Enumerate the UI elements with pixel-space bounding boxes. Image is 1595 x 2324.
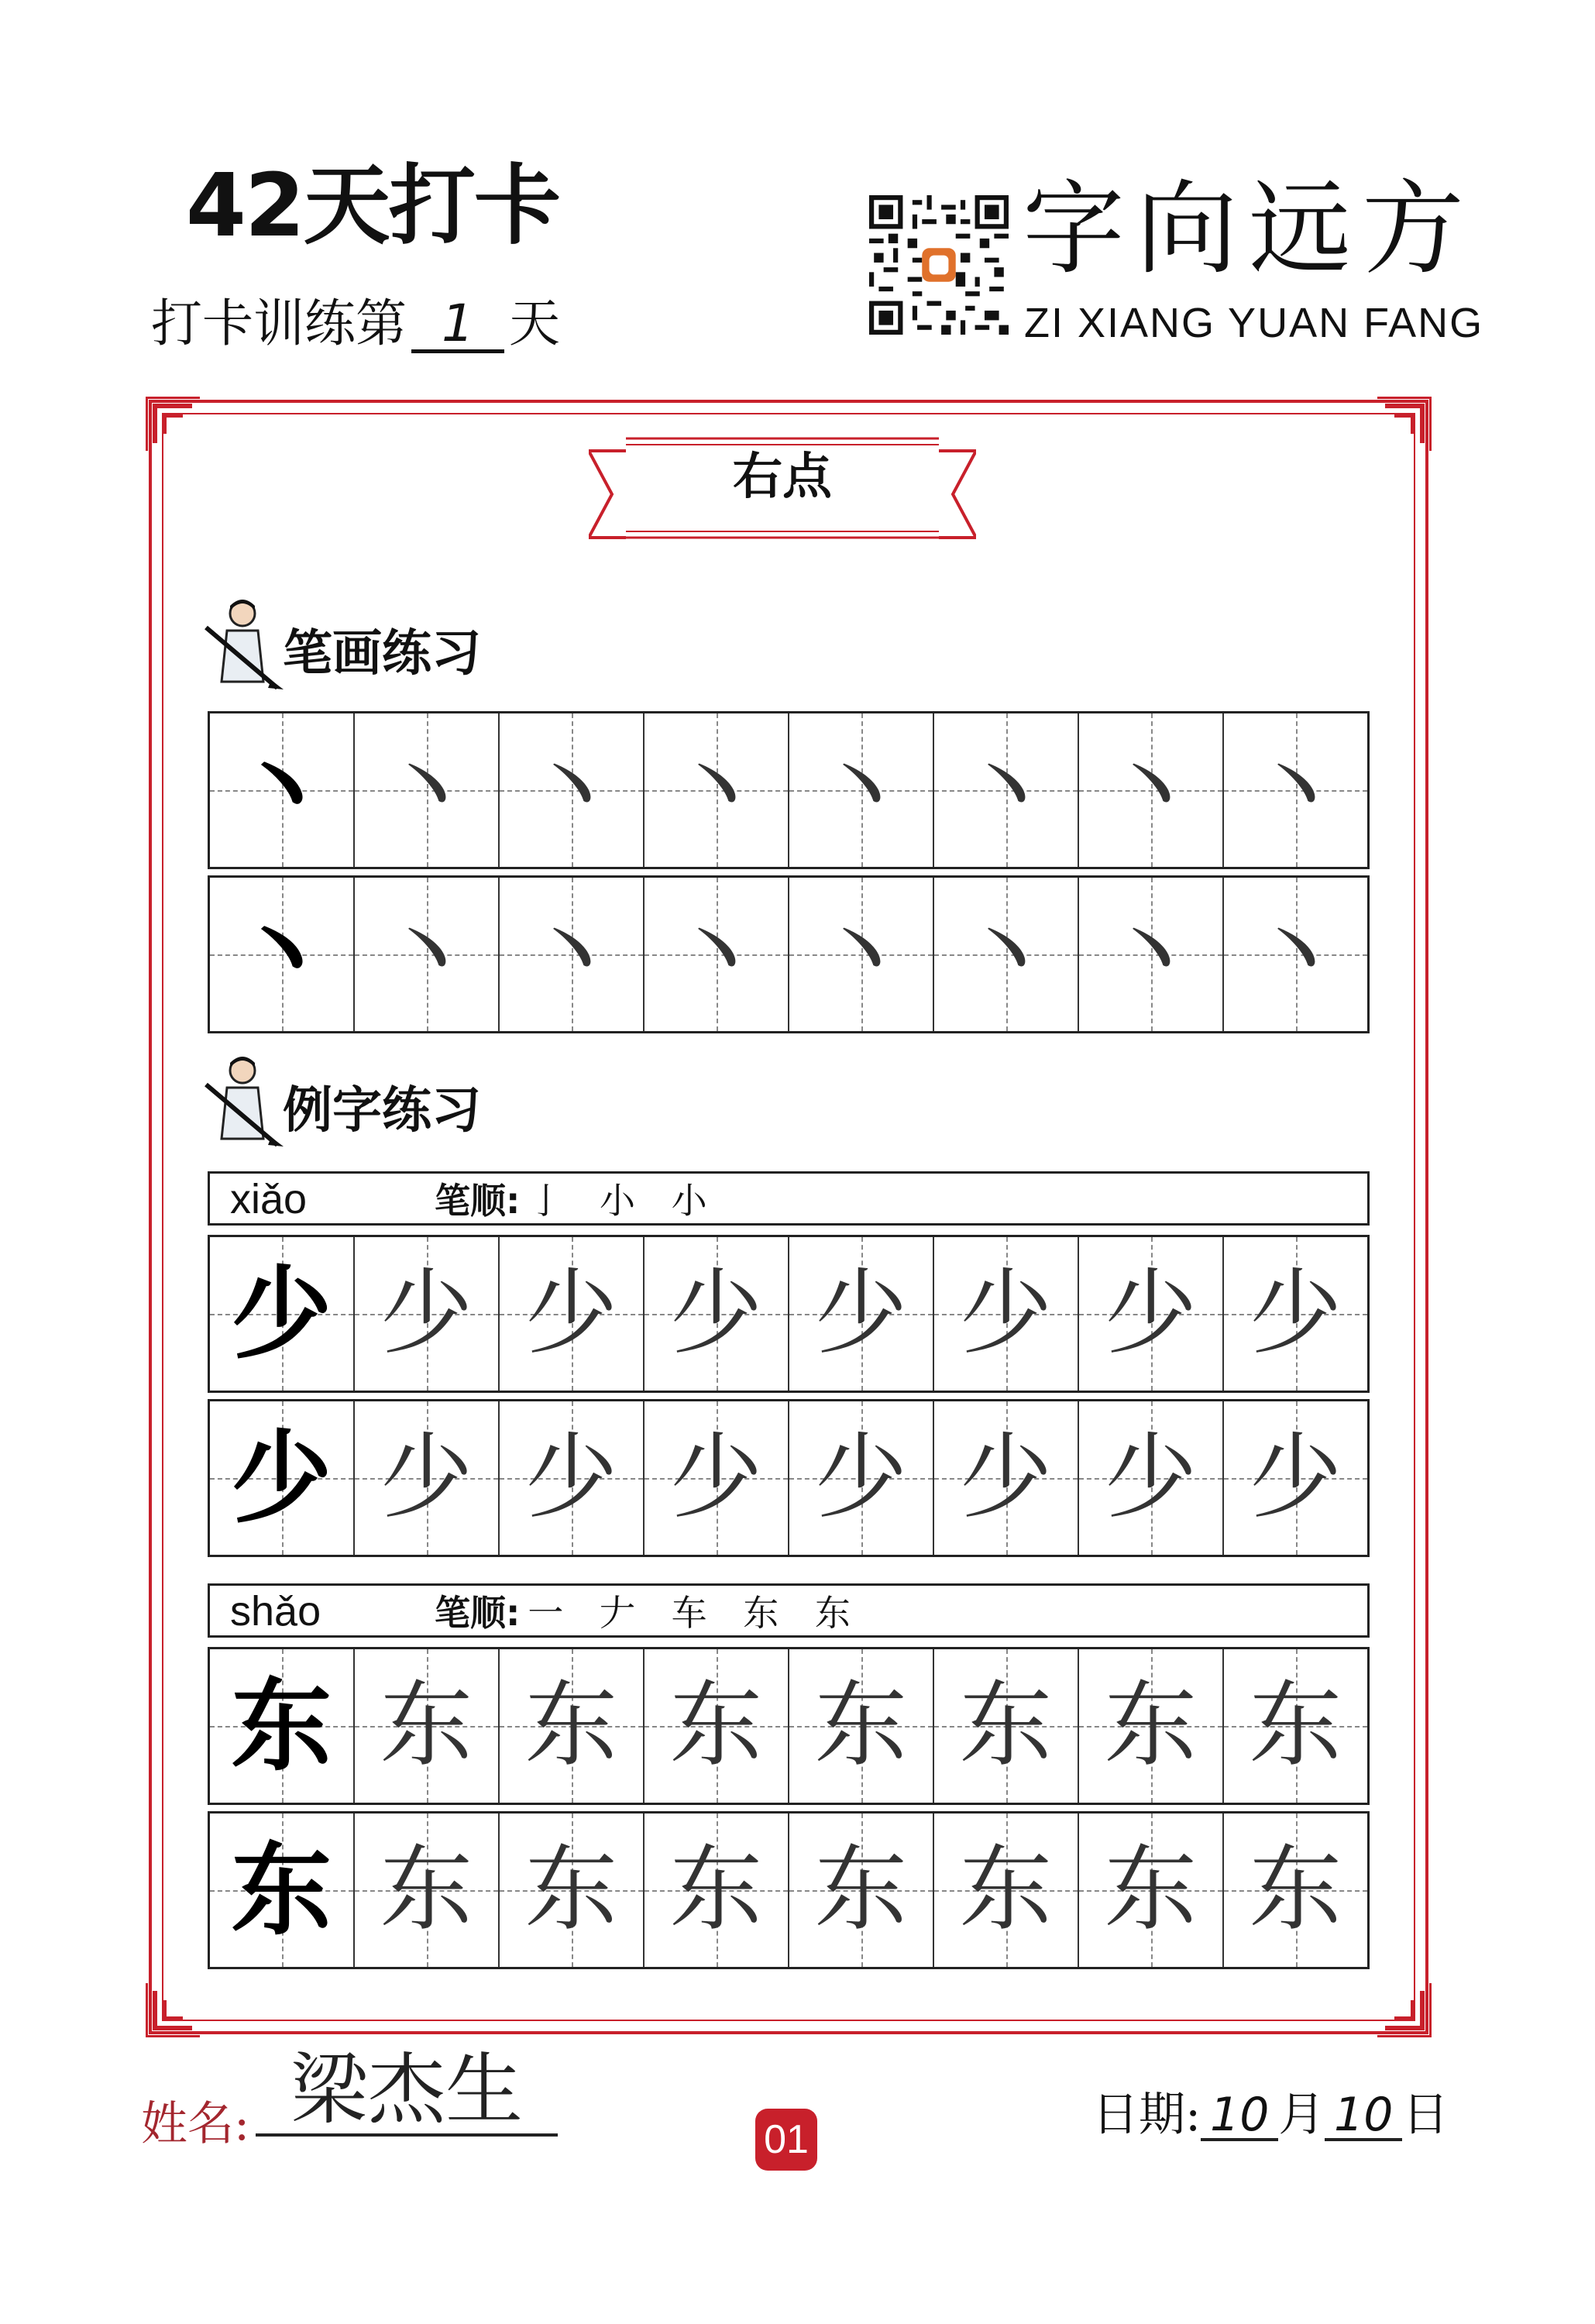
practice-character: 东: [1249, 1672, 1342, 1779]
stroke-grid-row-1: [208, 711, 1370, 869]
stroke-order-sequence: 亅 小 小: [528, 1180, 720, 1222]
practice-character: 少: [814, 1260, 908, 1367]
practice-cell: [643, 1813, 788, 1967]
practice-cell: [498, 1813, 643, 1967]
pinyin: shǎo: [230, 1588, 321, 1635]
practice-stroke: 丶: [955, 896, 1057, 1013]
practice-cell: [498, 713, 643, 867]
practice-cell: [933, 1237, 1078, 1391]
practice-cell: [353, 1813, 498, 1967]
practice-stroke: 丶: [1100, 731, 1201, 849]
practice-cell: [643, 1237, 788, 1391]
stroke-order-label: 笔顺:: [435, 1592, 521, 1634]
day-number: 1: [411, 298, 504, 353]
practice-character: 少: [814, 1424, 908, 1532]
pinyin: xiǎo: [230, 1176, 308, 1222]
practice-cell: [933, 878, 1078, 1031]
lesson-title: 右点: [733, 449, 832, 506]
page-title: 42天打卡: [186, 156, 559, 256]
model-character: 东: [231, 1831, 332, 1949]
practice-character: 东: [380, 1672, 473, 1779]
date-day: 10: [1325, 2092, 1402, 2141]
practice-cell: [1078, 1649, 1222, 1803]
model-stroke: 丶: [231, 895, 332, 1013]
practice-stroke: 丶: [376, 896, 477, 1013]
practice-character: 东: [959, 1672, 1053, 1779]
practice-character: 东: [1104, 1672, 1198, 1779]
practice-cell: [1078, 1813, 1222, 1967]
character-grid-row: [208, 1811, 1370, 1969]
practice-stroke: 丶: [810, 731, 912, 849]
pinyin-bar: [208, 1583, 1370, 1638]
practice-character: 东: [524, 1672, 618, 1779]
day-prefix: 打卡训练第: [151, 294, 407, 353]
model-cell: [210, 1237, 353, 1391]
model-cell: [210, 878, 353, 1031]
practice-cell: [353, 878, 498, 1031]
practice-stroke: 丶: [810, 896, 912, 1013]
model-character: 少: [231, 1254, 332, 1373]
practice-cell: [643, 878, 788, 1031]
section-stroke-practice: 笔画练习: [283, 625, 481, 682]
stroke-order: [435, 1592, 863, 1634]
brand-name: 字向远方: [1023, 170, 1475, 289]
name-label: 姓名:: [141, 2097, 250, 2151]
practice-character: 东: [814, 1672, 908, 1779]
practice-character: 东: [669, 1672, 763, 1779]
model-cell: [210, 1649, 353, 1803]
qr-code-icon: [869, 195, 1009, 335]
section-character-practice: 例字练习: [283, 1082, 481, 1140]
model-cell: [210, 713, 353, 867]
practice-stroke: 丶: [1245, 731, 1346, 849]
day-unit: 日: [1402, 2088, 1449, 2142]
practice-stroke: 丶: [1100, 896, 1201, 1013]
practice-cell: [1222, 878, 1367, 1031]
practice-character: 少: [669, 1424, 763, 1532]
date-month: 10: [1201, 2092, 1278, 2141]
practice-cell: [788, 878, 933, 1031]
practice-cell: [643, 1649, 788, 1803]
character-grid-row: [208, 1647, 1370, 1805]
practice-cell: [643, 1401, 788, 1555]
practice-character: 少: [524, 1260, 618, 1367]
practice-cell: [933, 1813, 1078, 1967]
stroke-order-label: 笔顺:: [435, 1180, 521, 1222]
model-cell: [210, 1401, 353, 1555]
practice-character: 少: [524, 1424, 618, 1532]
practice-character: 少: [959, 1424, 1053, 1532]
model-character: 东: [231, 1666, 332, 1785]
practice-cell: [1222, 1401, 1367, 1555]
practice-stroke: 丶: [1245, 896, 1346, 1013]
practice-character: 东: [1249, 1836, 1342, 1944]
stroke-order: [435, 1180, 720, 1222]
practice-cell: [933, 1401, 1078, 1555]
practice-cell: [788, 1401, 933, 1555]
practice-character: 东: [380, 1836, 473, 1944]
practice-stroke: 丶: [665, 896, 767, 1013]
practice-cell: [1222, 1813, 1367, 1967]
model-character: 少: [231, 1418, 332, 1537]
practice-character: 少: [1249, 1424, 1342, 1532]
practice-character: 少: [959, 1260, 1053, 1367]
practice-cell: [1222, 1649, 1367, 1803]
character-grid-row: [208, 1235, 1370, 1393]
practice-stroke: 丶: [955, 731, 1057, 849]
date-field: [1092, 2088, 1449, 2142]
practice-cell: [933, 1649, 1078, 1803]
practice-cell: [498, 1649, 643, 1803]
practice-cell: [1078, 1401, 1222, 1555]
practice-cell: [788, 1649, 933, 1803]
practice-cell: [498, 878, 643, 1031]
practice-cell: [1222, 713, 1367, 867]
pinyin-bar: [208, 1171, 1370, 1226]
page-number-badge: 01: [755, 2109, 817, 2171]
scholar-icon: [200, 596, 285, 689]
date-label: 日期:: [1092, 2088, 1201, 2142]
practice-cell: [1078, 878, 1222, 1031]
character-grid-row: [208, 1399, 1370, 1557]
practice-character: 少: [1249, 1260, 1342, 1367]
practice-cell: [353, 1401, 498, 1555]
practice-cell: [1078, 713, 1222, 867]
practice-cell: [788, 1237, 933, 1391]
month-unit: 月: [1278, 2088, 1325, 2142]
stroke-grid-row-2: [208, 875, 1370, 1033]
practice-character: 少: [380, 1260, 473, 1367]
scholar-icon: [200, 1054, 285, 1147]
practice-cell: [788, 1813, 933, 1967]
practice-character: 少: [380, 1424, 473, 1532]
practice-cell: [498, 1401, 643, 1555]
practice-character: 东: [959, 1836, 1053, 1944]
day-suffix: 天: [509, 294, 560, 353]
practice-character: 东: [524, 1836, 618, 1944]
practice-character: 东: [814, 1836, 908, 1944]
practice-cell: [353, 713, 498, 867]
practice-cell: [643, 713, 788, 867]
practice-stroke: 丶: [521, 731, 622, 849]
student-name: 梁杰生: [256, 2051, 558, 2137]
practice-cell: [353, 1649, 498, 1803]
stroke-order-sequence: 一 𠂇 车 东 东: [528, 1592, 863, 1634]
practice-cell: [1078, 1237, 1222, 1391]
practice-cell: [353, 1237, 498, 1391]
practice-character: 少: [669, 1260, 763, 1367]
practice-character: 少: [1104, 1260, 1198, 1367]
practice-stroke: 丶: [521, 896, 622, 1013]
practice-character: 东: [669, 1836, 763, 1944]
practice-character: 东: [1104, 1836, 1198, 1944]
day-counter: [151, 294, 560, 353]
practice-cell: [788, 713, 933, 867]
practice-stroke: 丶: [376, 731, 477, 849]
practice-cell: [933, 713, 1078, 867]
model-stroke: 丶: [231, 731, 332, 849]
brand-name-latin: ZI XIANG YUAN FANG: [1024, 300, 1484, 346]
practice-character: 少: [1104, 1424, 1198, 1532]
practice-stroke: 丶: [665, 731, 767, 849]
practice-cell: [1222, 1237, 1367, 1391]
model-cell: [210, 1813, 353, 1967]
practice-cell: [498, 1237, 643, 1391]
